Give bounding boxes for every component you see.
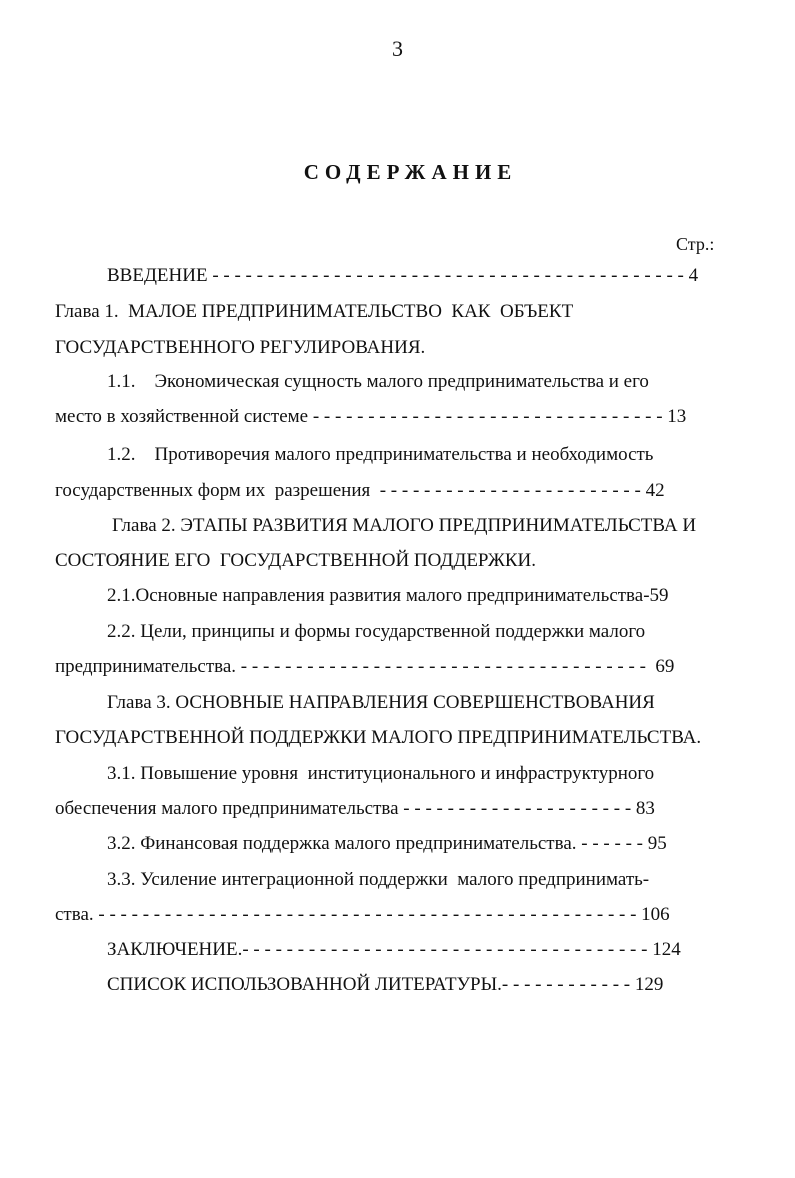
toc-section-1-2-line-1: 1.2. Противоречия малого предпринимательства и необходимость xyxy=(107,444,654,465)
toc-section-3-3-line-1: 3.3. Усиление интеграционной поддержки малого предпринимать- xyxy=(107,869,650,890)
toc-chapter-2-line-1: Глава 2. ЭТАПЫ РАЗВИТИЯ МАЛОГО ПРЕДПРИНИМАТЕЛЬСТВА И xyxy=(112,515,697,536)
toc-section-2-2-line-2: предпринимательства. - - - - - - - - - - - - - - - - - - - - - - - - - - - - - - - - - - - - - 69 xyxy=(55,656,675,677)
toc-conclusion: ЗАКЛЮЧЕНИЕ.- - - - - - - - - - - - - - - - - - - - - - - - - - - - - - - - - - - - - 124 xyxy=(107,939,681,960)
toc-references: СПИСОК ИСПОЛЬЗОВАННОЙ ЛИТЕРАТУРЫ.- - - - - - - - - - - - 129 xyxy=(107,974,664,995)
toc-section-1-2-line-2: государственных форм их разрешения - - - - - - - - - - - - - - - - - - - - - - - - 42 xyxy=(55,480,665,501)
toc-section-3-1-line-2: обеспечения малого предпринимательства - - - - - - - - - - - - - - - - - - - - - 83 xyxy=(55,798,655,819)
toc-chapter-3-line-2: ГОСУДАРСТВЕННОЙ ПОДДЕРЖКИ МАЛОГО ПРЕДПРИНИМАТЕЛЬСТВА. xyxy=(55,727,702,748)
toc-section-3-3-line-2: ства. - - - - - - - - - - - - - - - - - - - - - - - - - - - - - - - - - - - - - - - - - - - - - - - - - 106 xyxy=(55,904,670,925)
toc-section-2-2-line-1: 2.2. Цели, принципы и формы государственной поддержки малого xyxy=(107,621,646,642)
pages-column-label: Стр.: xyxy=(676,234,715,254)
toc-chapter-3-line-1: Глава 3. ОСНОВНЫЕ НАПРАВЛЕНИЯ СОВЕРШЕНСТВОВАНИЯ xyxy=(107,692,655,713)
toc-chapter-2-line-2: СОСТОЯНИЕ ЕГО ГОСУДАРСТВЕННОЙ ПОДДЕРЖКИ. xyxy=(55,550,537,571)
toc-section-2-1: 2.1.Основные направления развития малого предпринимательства-59 xyxy=(107,585,669,606)
toc-section-1-1-line-2: место в хозяйственной системе - - - - - - - - - - - - - - - - - - - - - - - - - - - - - - - - 13 xyxy=(55,406,687,427)
toc-section-1-1-line-1: 1.1. Экономическая сущность малого предпринимательства и его xyxy=(107,371,649,392)
toc-section-3-1-line-1: 3.1. Повышение уровня институционального и инфраструктурного xyxy=(107,763,655,784)
toc-chapter-1-line-2: ГОСУДАРСТВЕННОГО РЕГУЛИРОВАНИЯ. xyxy=(55,337,426,358)
page-number: 3 xyxy=(392,36,403,61)
toc-section-3-2: 3.2. Финансовая поддержка малого предпринимательства. - - - - - - 95 xyxy=(107,833,667,854)
toc-intro: ВВЕДЕНИЕ - - - - - - - - - - - - - - - - - - - - - - - - - - - - - - - - - - - - - - - - - - - 4 xyxy=(107,265,699,286)
page-title: СОДЕРЖАНИЕ xyxy=(303,160,518,184)
toc-chapter-1-line-1: Глава 1. МАЛОЕ ПРЕДПРИНИМАТЕЛЬСТВО КАК ОБЪЕКТ xyxy=(55,301,574,322)
